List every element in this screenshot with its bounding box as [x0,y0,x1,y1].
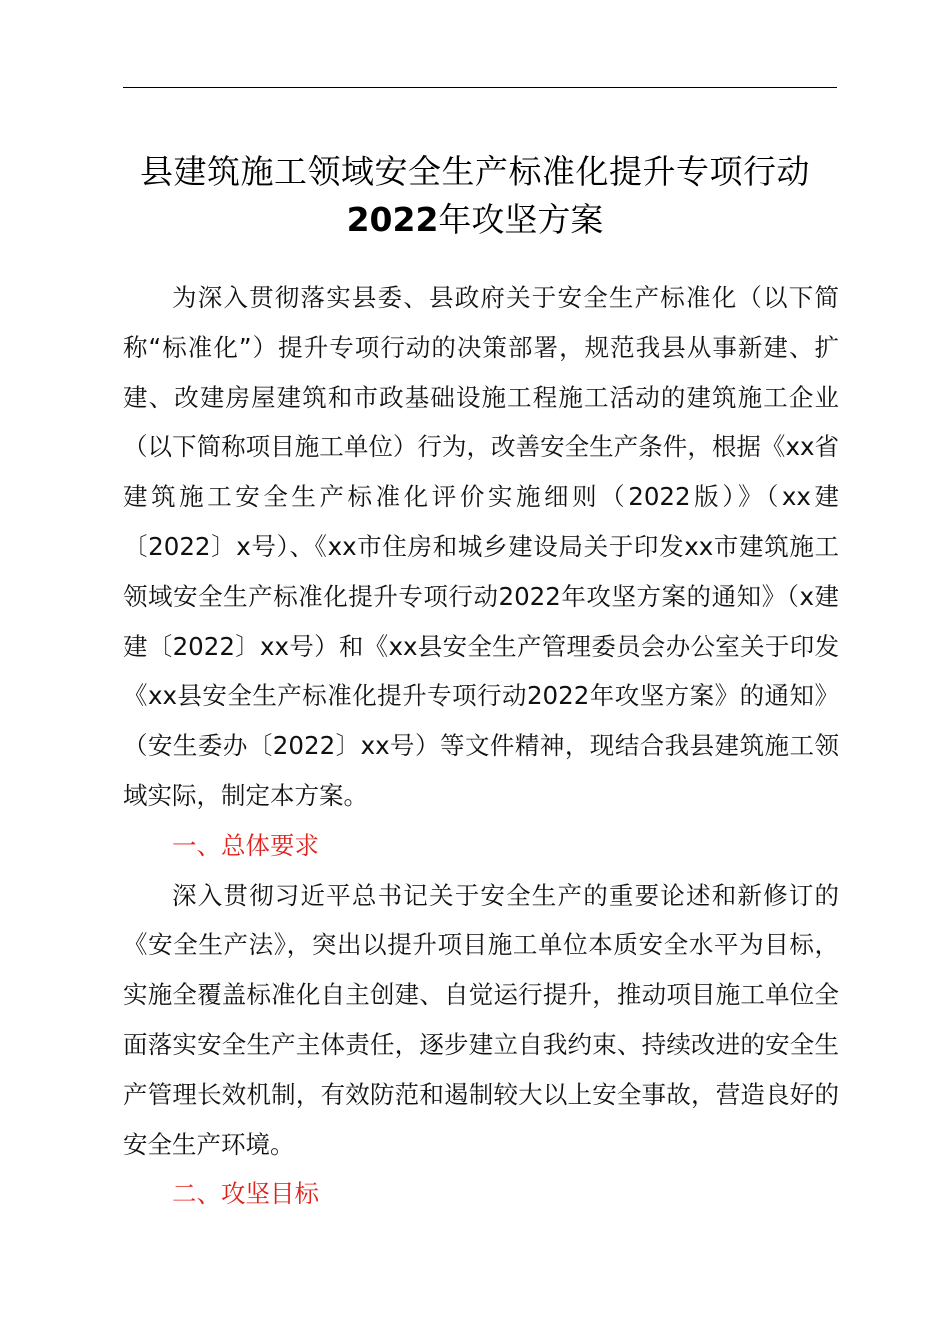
section-heading-overall-requirements: 一、总体要求 [172,830,319,860]
document-body [123,273,839,1219]
title-rest: 年攻坚方案 [438,200,604,239]
title-year: 2022 [346,200,439,239]
overall-requirements-paragraph: 深入贯彻习近平总书记关于安全生产的重要论述和新修订的《安全生产法》，突出以提升项目施工单位本质安全水平为目标，实施全覆盖标准化自主创建、自觉运行提升，推动项目施工单位全面落实安全生产主体责任，逐步建立自我约束、持续改进的安全生产管理长效机制，有效防范和遏制较大以上安全事故，营造良好的安全生产环境。 [123,880,839,1159]
document-title-line-2 [80,198,870,242]
document-title-line-1: 县建筑施工领域安全生产标准化提升专项行动 [140,152,810,191]
section-heading-goals: 二、攻坚目标 [172,1179,319,1209]
intro-paragraph: 为深入贯彻落实县委、县政府关于安全生产标准化（以下简称“标准化”）提升专项行动的决策部署，规范我县从事新建、扩建、改建房屋建筑和市政基础设施工程施工活动的建筑施工企业（以下简称项目施工单位）行为，改善安全生产条件，根据《xx省建筑施工安全生产标准化评价实施细则（2022版）》（xx建〔2022〕x号）、《xx市住房和城乡建设局关于印发xx市建筑施工领域安全生产标准化提升专项行动2022年攻坚方案的通知》（x建建〔2022〕xx号）和《xx县安全生产管理委员会办公室关于印发《xx县安全生产标准化提升专项行动2022年攻坚方案》的通知》（安生委办〔2022〕xx号）等文件精神，现结合我县建筑施工领域实际，制定本方案。 [123,283,839,810]
header-rule [123,87,837,88]
